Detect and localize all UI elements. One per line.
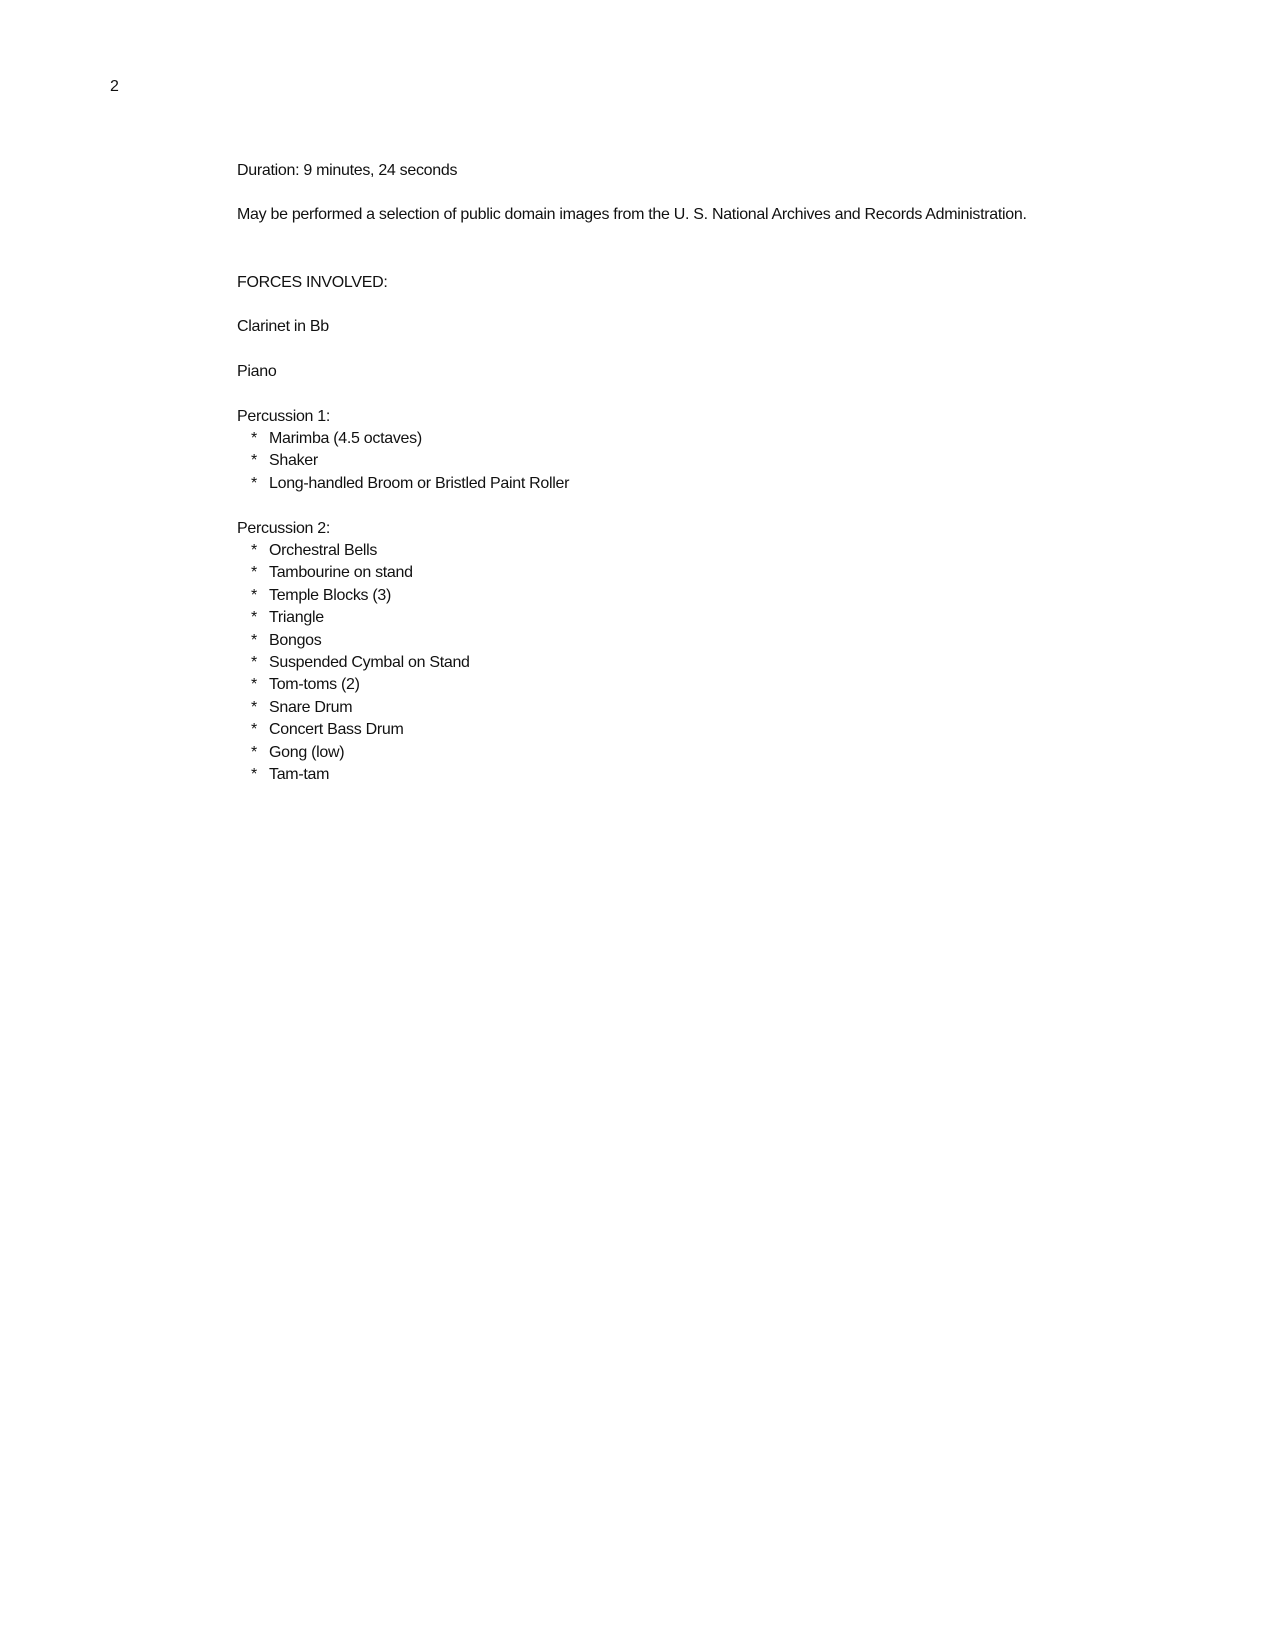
duration-text: Duration: 9 minutes, 24 seconds (237, 162, 458, 179)
list-item-label: Triangle (269, 609, 324, 627)
list-item (237, 473, 570, 495)
bullet: * (251, 676, 257, 694)
page-number: 2 (110, 78, 119, 95)
forces-heading: FORCES INVOLVED: (237, 274, 388, 291)
list-item-label: Snare Drum (269, 698, 353, 716)
percussion-1-section (237, 406, 570, 495)
list-item (237, 674, 360, 696)
percussion-1-heading: Percussion 1: (237, 408, 331, 425)
percussion-1-list (237, 428, 570, 495)
list-item-label: Marimba (4.5 octaves) (269, 430, 422, 447)
instrument-piano: Piano (237, 363, 277, 380)
bullet: * (251, 474, 257, 492)
list-item-label: Tambourine on stand (269, 564, 413, 582)
bullet: * (251, 631, 257, 649)
list-item (237, 652, 470, 674)
bullet: * (251, 743, 257, 761)
list-item (237, 719, 404, 741)
bullet: * (251, 698, 257, 716)
list-item-label: Shaker (269, 452, 318, 470)
list-item (237, 450, 330, 472)
list-item-label: Bongos (269, 631, 322, 649)
list-item-label: Temple Blocks (3) (269, 586, 392, 604)
bullet: * (251, 653, 257, 671)
list-item-label: Orchestral Bells (269, 542, 378, 559)
bullet: * (251, 542, 257, 559)
bullet: * (251, 586, 257, 604)
bullet: * (251, 430, 257, 447)
list-item (237, 607, 330, 629)
bullet: * (251, 721, 257, 739)
bullet: * (251, 609, 257, 627)
bullet: * (251, 564, 257, 582)
percussion-2-list (237, 540, 470, 786)
list-item-label: Long-handled Broom or Bristled Paint Roller (269, 474, 570, 492)
list-item-label: Concert Bass Drum (269, 721, 404, 739)
list-item (237, 562, 413, 584)
list-item (237, 428, 422, 450)
percussion-2-section (237, 518, 470, 786)
list-item-label: Tam-tam (269, 765, 330, 783)
bullet: * (251, 452, 257, 470)
list-item (237, 585, 392, 607)
list-item (237, 742, 345, 764)
list-item (237, 540, 378, 562)
list-item (237, 764, 330, 786)
instrument-clarinet: Clarinet in Bb (237, 318, 329, 335)
list-item (237, 630, 330, 652)
list-item-label: Suspended Cymbal on Stand (269, 653, 470, 671)
list-item-label: Tom-toms (2) (269, 676, 360, 694)
percussion-2-heading: Percussion 2: (237, 520, 331, 537)
list-item-label: Gong (low) (269, 743, 345, 761)
bullet: * (251, 765, 257, 783)
list-item (237, 697, 353, 719)
performance-note: May be performed a selection of public domain images from the U. S. National Archives and Records Administration. (237, 206, 1027, 223)
